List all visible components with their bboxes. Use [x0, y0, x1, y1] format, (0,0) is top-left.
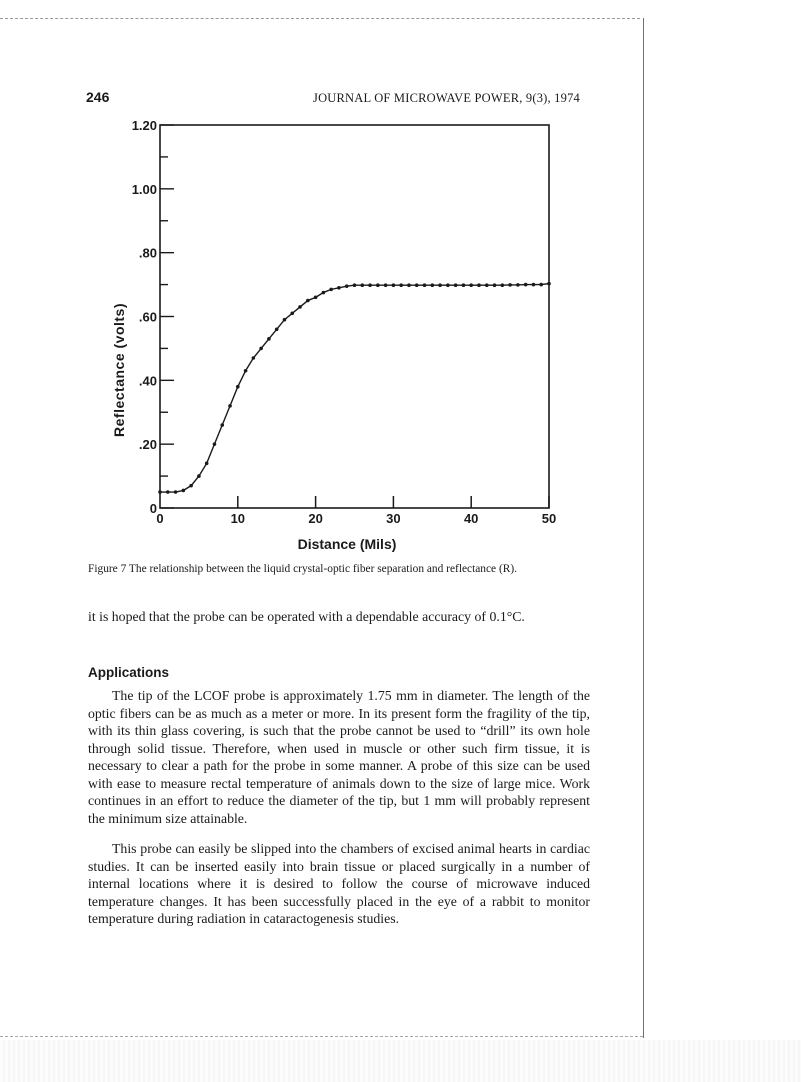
data-point [205, 462, 209, 466]
data-point [524, 283, 528, 287]
data-point [244, 369, 248, 373]
paragraph-text: it is hoped that the probe can be operated with a dependable accuracy of 0.1°C. [88, 609, 525, 624]
data-point [501, 283, 505, 287]
data-point [532, 283, 536, 287]
scan-border-bottom [0, 1036, 643, 1037]
data-point [423, 283, 427, 287]
data-point [376, 283, 380, 287]
x-tick-label: 40 [463, 511, 479, 526]
y-tick-label: 1.00 [131, 181, 157, 197]
data-point [252, 356, 256, 360]
data-point [368, 283, 372, 287]
data-point [415, 283, 419, 287]
data-point [220, 423, 224, 427]
data-point [508, 283, 512, 287]
data-point [360, 283, 364, 287]
data-point [267, 337, 271, 341]
figure-caption: Figure 7 The relationship between the liquid crystal-optic fiber separation and reflectance (R). [88, 563, 517, 575]
data-point [547, 282, 551, 286]
data-point [182, 489, 186, 493]
paragraph-text: This probe can easily be slipped into the chambers of excised animal hearts in cardiac studies. It can be inserted easily into brain tissue or placed surgically in a number of internal locations where it is desired to follow the course of microwave induced temperature changes. It has been successfully placed in the eye of a rabbit to monitor temperature during radiation in cataractogenesis studies. [88, 841, 590, 926]
data-point [322, 291, 326, 295]
data-point [485, 283, 489, 287]
data-point [228, 404, 232, 408]
x-axis-ticks [156, 496, 556, 526]
x-tick-label: 10 [230, 511, 246, 526]
y-tick-label: .40 [138, 373, 157, 389]
x-tick-label: 50 [541, 511, 557, 526]
data-point [275, 327, 279, 331]
page-number: 246 [86, 89, 110, 105]
data-point [174, 490, 178, 494]
data-point [337, 286, 341, 290]
x-tick-label: 0 [156, 511, 164, 526]
x-tick-label: 30 [386, 511, 401, 526]
section-heading: Applications [88, 665, 170, 680]
data-point [283, 318, 287, 322]
data-point [516, 283, 520, 287]
data-point [454, 283, 458, 287]
y-tick-label: .20 [138, 437, 157, 453]
y-tick-label: 1.20 [131, 118, 157, 133]
data-point [166, 490, 170, 494]
paragraph-applications-1 [88, 687, 590, 827]
y-tick-label: .60 [138, 309, 157, 325]
data-point [399, 283, 403, 287]
data-point [431, 283, 435, 287]
paragraph-text: The tip of the LCOF probe is approximately 1.75 mm in diameter. The length of the optic fibers can be as much as a meter or more. In its present form the fragility of the tip, with its thin glass covering, is such that the probe cannot be used to “drill” its own hole through solid tissue. Therefore, when used in muscle or other such firm tissue, it is necessary to clear a path for the probe in some manner. A probe of this size can be used with ease to measure rectal temperature of animals down to the size of large mice. Work continues in an effort to reduce the diameter of the tip, but 1 mm will probably represent the minimum size attainable. [88, 688, 590, 826]
data-point [213, 442, 217, 446]
data-point [462, 283, 466, 287]
data-point [197, 474, 201, 478]
data-point [384, 283, 388, 287]
data-point [345, 284, 349, 288]
data-point [298, 305, 302, 309]
x-axis-label: Distance (Mils) [297, 536, 397, 552]
paragraph-applications-2 [88, 840, 590, 928]
data-point [407, 283, 411, 287]
data-point [446, 283, 450, 287]
data-point [469, 283, 473, 287]
data-series [158, 282, 551, 494]
data-point [259, 347, 263, 351]
y-axis-label: Reflectance (volts) [111, 303, 127, 437]
data-point [314, 296, 318, 300]
data-point [392, 283, 396, 287]
y-tick-label: .80 [138, 245, 157, 261]
series-line [160, 284, 549, 492]
data-point [353, 283, 357, 287]
plot-border [160, 125, 549, 508]
data-point [158, 490, 162, 494]
paragraph-intro [88, 608, 590, 626]
x-tick-label: 20 [308, 511, 323, 526]
chart-frame [160, 125, 549, 508]
data-point [329, 288, 333, 292]
data-point [189, 484, 193, 488]
y-tick-label: 0 [149, 501, 157, 516]
y-axis-ticks [132, 118, 174, 516]
data-point [236, 385, 240, 389]
data-point [438, 283, 442, 287]
running-head: JOURNAL OF MICROWAVE POWER, 9(3), 1974 [313, 91, 580, 105]
data-point [493, 283, 497, 287]
data-point [290, 312, 294, 316]
data-point [306, 299, 310, 303]
scan-noise-strip [0, 1040, 801, 1082]
data-point [477, 283, 481, 287]
data-point [539, 283, 543, 287]
